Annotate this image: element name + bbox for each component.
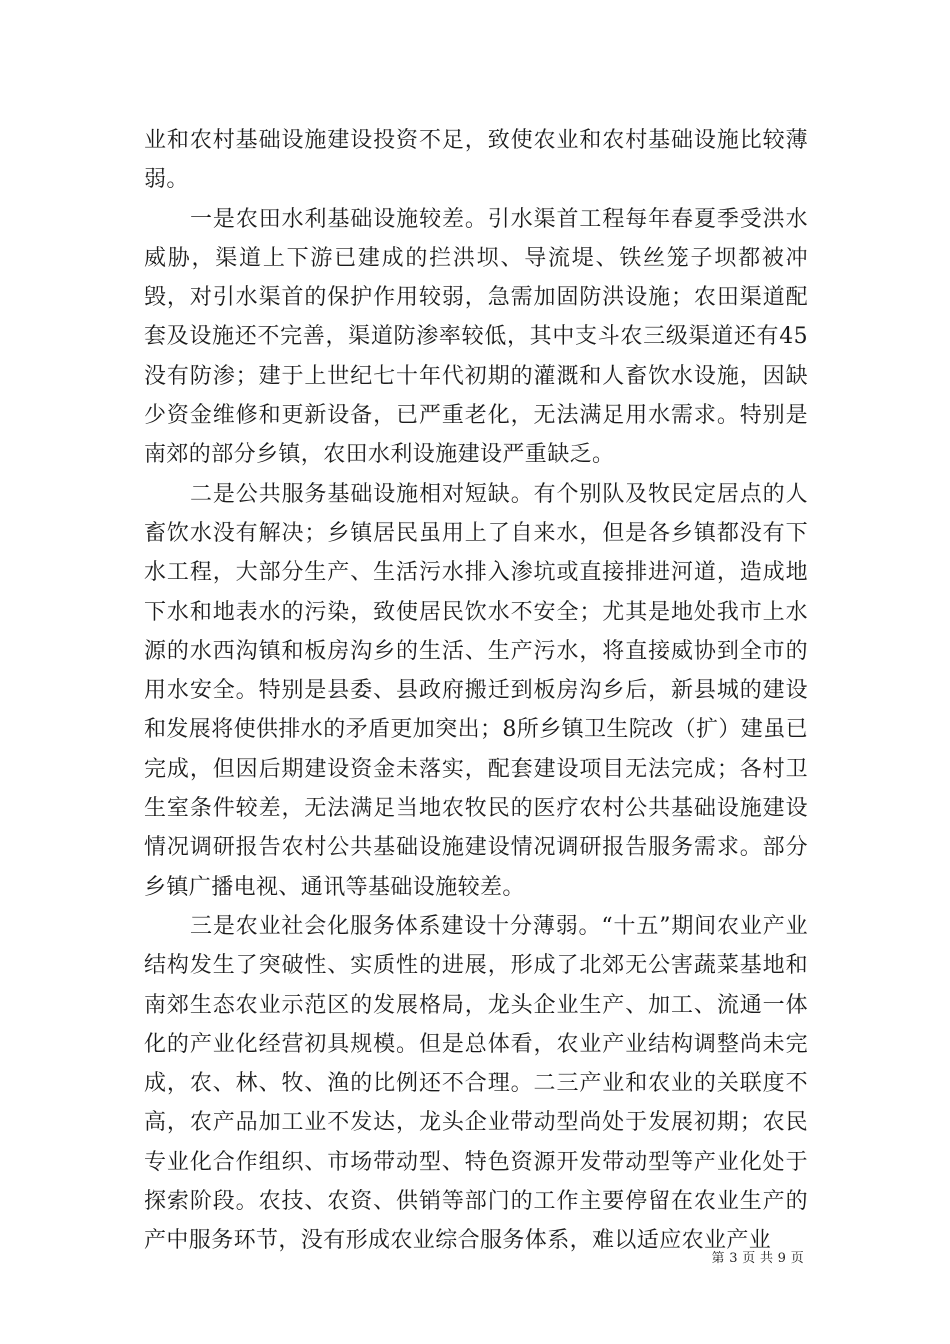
document-body xyxy=(144,121,808,1261)
paragraph-agricultural-services: 三是农业社会化服务体系建设十分薄弱。“十五”期间农业产业结构发生了突破性、实质性的进展，形成了北郊无公害蔬菜基地和南郊生态农业示范区的发展格局，龙头企业生产、加工、流通一体化的产业化经营初具规模。但是总体看，农业产业结构调整尚未完成，农、林、牧、渔的比例还不合理。二三产业和农业的关联度不高，农产品加工业不发达，龙头企业带动型尚处于发展初期；农民专业化合作组织、市场带动型、特色资源开发带动型等产业化处于探索阶段。农技、农资、供销等部门的工作主要停留在农业生产的产中服务环节，没有形成农业综合服务体系，难以适应农业产业 xyxy=(144,913,808,1254)
paragraph-public-services: 二是公共服务基础设施相对短缺。有个别队及牧民定居点的人畜饮水没有解决；乡镇居民虽用上了自来水，但是各乡镇都没有下水工程，大部分生产、生活污水排入渗坑或直接排进河道，造成地下水和地表水的污染，致使居民饮水不安全；尤其是地处我市上水源的水西沟镇和板房沟乡的生活、生产污水，将直接威协到全市的用水安全。特别是县委、县政府搬迁到板房沟乡后，新县城的建设和发展将使供排水的矛盾更加突出；8所乡镇卫生院改（扩）建虽已完成，但因后期建设资金未落实，配套建设项目无法完成；各村卫生室条件较差，无法满足当地农牧民的医疗农村公共基础设施建设情况调研报告农村公共基础设施建设情况调研报告服务需求。部分乡镇广播电视、通讯等基础设施较差。 xyxy=(144,481,808,900)
page-number: 第 3 页 共 9 页 xyxy=(711,1251,804,1266)
paragraph-irrigation: 一是农田水利基础设施较差。引水渠首工程每年春夏季受洪水威胁，渠道上下游已建成的拦洪坝、导流堤、铁丝笼子坝都被冲毁，对引水渠首的保护作用较弱，急需加固防洪设施；农田渠道配套及设施还不完善，渠道防渗率较低，其中支斗农三级渠道还有45没有防渗；建于上世纪七十年代初期的灌溉和人畜饮水设施，因缺少资金维修和更新设备，已严重老化，无法满足用水需求。特别是南郊的部分乡镇，农田水利设施建设严重缺乏。 xyxy=(144,206,808,468)
paragraph-continuation: 业和农村基础设施建设投资不足，致使农业和农村基础设施比较薄弱。 xyxy=(144,128,808,193)
